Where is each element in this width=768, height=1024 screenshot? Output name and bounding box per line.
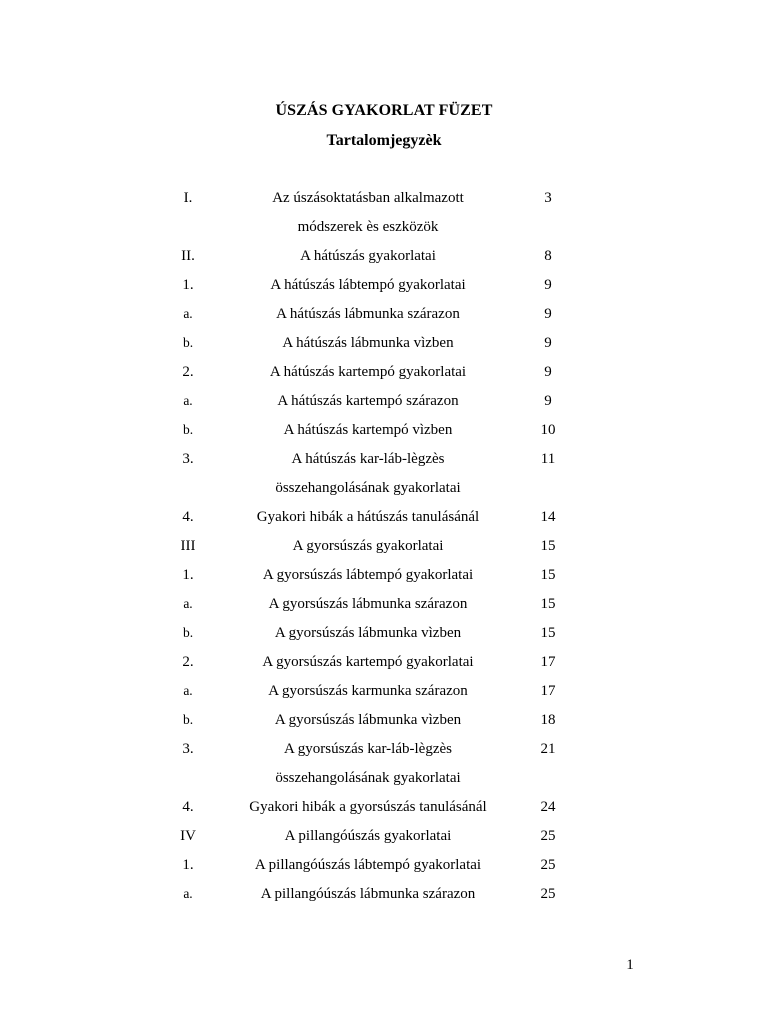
toc-entry-number: 3.	[182, 451, 194, 467]
toc-entry-page: 9	[544, 364, 552, 380]
toc-row	[0, 476, 768, 505]
toc-entry-title: A gyorsúszás kar-láb-lègzès	[284, 741, 452, 757]
toc-row	[0, 621, 768, 650]
toc-row	[0, 766, 768, 795]
toc-entry-title: A pillangóúszás gyakorlatai	[284, 828, 452, 844]
toc-entry-title: A gyorsúszás karmunka szárazon	[268, 683, 468, 699]
toc-entry-title: A gyorsúszás kartempó gyakorlatai	[262, 654, 474, 670]
toc-row	[0, 331, 768, 360]
toc-entry-page: 9	[544, 393, 552, 409]
toc-entry-title: A hátúszás lábmunka vìzben	[282, 335, 454, 351]
toc-entry-page: 9	[544, 277, 552, 293]
toc-entry-number: II.	[181, 248, 195, 264]
toc-row	[0, 505, 768, 534]
toc-entry-number: a.	[183, 596, 193, 611]
toc-entry-page: 25	[540, 886, 556, 902]
toc-heading: Tartalomjegyzèk	[326, 132, 442, 149]
toc-entry-number: 4.	[182, 509, 194, 525]
toc-entry-title: A gyorsúszás lábtempó gyakorlatai	[262, 567, 474, 583]
toc-entry-number: 2.	[182, 364, 194, 380]
toc-entry-title: A gyorsúszás gyakorlatai	[292, 538, 444, 554]
toc-entry-number: a.	[183, 683, 193, 698]
toc-entry-page: 10	[540, 422, 556, 438]
toc-entry-number: 1.	[182, 277, 194, 293]
toc-row	[0, 592, 768, 621]
toc-row	[0, 389, 768, 418]
document-title: ÚSZÁS GYAKORLAT FÜZET	[275, 102, 493, 119]
toc-row	[0, 302, 768, 331]
toc-row	[0, 447, 768, 476]
toc-entry-page: 17	[540, 683, 556, 699]
toc-entry-number: 2.	[182, 654, 194, 670]
toc-entry-page: 3	[544, 190, 552, 206]
toc-entry-title: A gyorsúszás lábmunka szárazon	[268, 596, 468, 612]
toc-entry-page: 21	[540, 741, 556, 757]
toc-entry-number: III	[180, 538, 196, 554]
toc-entry-page: 15	[540, 596, 556, 612]
toc-entry-number: 3.	[182, 741, 194, 757]
toc-entry-page: 18	[540, 712, 556, 728]
toc-entry-title: Gyakori hibák a hátúszás tanulásánál	[256, 509, 480, 525]
toc-entry-title: A hátúszás gyakorlatai	[300, 248, 436, 264]
toc-row	[0, 418, 768, 447]
toc-entry-page: 15	[540, 567, 556, 583]
toc-row	[0, 534, 768, 563]
toc-row	[0, 273, 768, 302]
toc-entry-page: 15	[540, 625, 556, 641]
toc-entry-title: összehangolásának gyakorlatai	[275, 770, 461, 786]
toc-entry-page: 8	[544, 248, 552, 264]
toc-row	[0, 708, 768, 737]
toc-row	[0, 679, 768, 708]
toc-entry-number: a.	[183, 393, 193, 408]
toc-row	[0, 360, 768, 389]
toc-entry-number: 1.	[182, 857, 194, 873]
toc-entry-number: a.	[183, 306, 193, 321]
toc-row	[0, 563, 768, 592]
toc-row	[0, 824, 768, 853]
toc-entry-title: A hátúszás lábtempó gyakorlatai	[270, 277, 466, 293]
toc-entry-number: I.	[183, 190, 193, 206]
toc-entry-number: b.	[182, 712, 194, 727]
toc-entry-title: A pillangóúszás lábtempó gyakorlatai	[254, 857, 482, 873]
toc-entry-title: A hátúszás kartempó szárazon	[277, 393, 459, 409]
toc-entry-number: a.	[183, 886, 193, 901]
toc-entry-page: 9	[544, 335, 552, 351]
toc-row	[0, 795, 768, 824]
toc-entry-title: A gyorsúszás lábmunka vìzben	[274, 712, 462, 728]
toc-entry-title: A hátúszás kartempó gyakorlatai	[269, 364, 467, 380]
page-number: 1	[626, 957, 634, 973]
toc-entry-title: módszerek ès eszközök	[297, 219, 439, 235]
toc-entry-title: A hátúszás lábmunka szárazon	[276, 306, 460, 322]
toc-entry-title: összehangolásának gyakorlatai	[275, 480, 461, 496]
toc-entry-page: 25	[540, 828, 556, 844]
toc-entry-number: IV	[180, 828, 196, 844]
toc-entry-page: 15	[540, 538, 556, 554]
toc-row	[0, 650, 768, 679]
toc-entry-title: A pillangóúszás lábmunka szárazon	[260, 886, 476, 902]
toc-entry-page: 25	[540, 857, 556, 873]
toc-entry-title: A hátúszás kartempó vìzben	[283, 422, 453, 438]
toc-entry-page: 11	[540, 451, 556, 467]
table-of-contents	[0, 186, 768, 911]
toc-row	[0, 853, 768, 882]
toc-entry-page: 24	[540, 799, 556, 815]
toc-row	[0, 215, 768, 244]
toc-entry-title: A hátúszás kar-láb-lègzès	[291, 451, 445, 467]
toc-entry-number: b.	[182, 422, 194, 437]
toc-entry-page: 17	[540, 654, 556, 670]
toc-row	[0, 882, 768, 911]
toc-entry-number: 4.	[182, 799, 194, 815]
toc-entry-number: b.	[182, 625, 194, 640]
toc-row	[0, 186, 768, 215]
toc-row	[0, 737, 768, 766]
toc-entry-page: 14	[540, 509, 556, 525]
toc-row	[0, 244, 768, 273]
toc-entry-title: Az úszásoktatásban alkalmazott	[272, 190, 464, 206]
toc-entry-number: 1.	[182, 567, 194, 583]
toc-entry-title: Gyakori hibák a gyorsúszás tanulásánál	[249, 799, 487, 815]
toc-entry-number: b.	[182, 335, 194, 350]
toc-entry-title: A gyorsúszás lábmunka vìzben	[274, 625, 462, 641]
toc-entry-page: 9	[544, 306, 552, 322]
